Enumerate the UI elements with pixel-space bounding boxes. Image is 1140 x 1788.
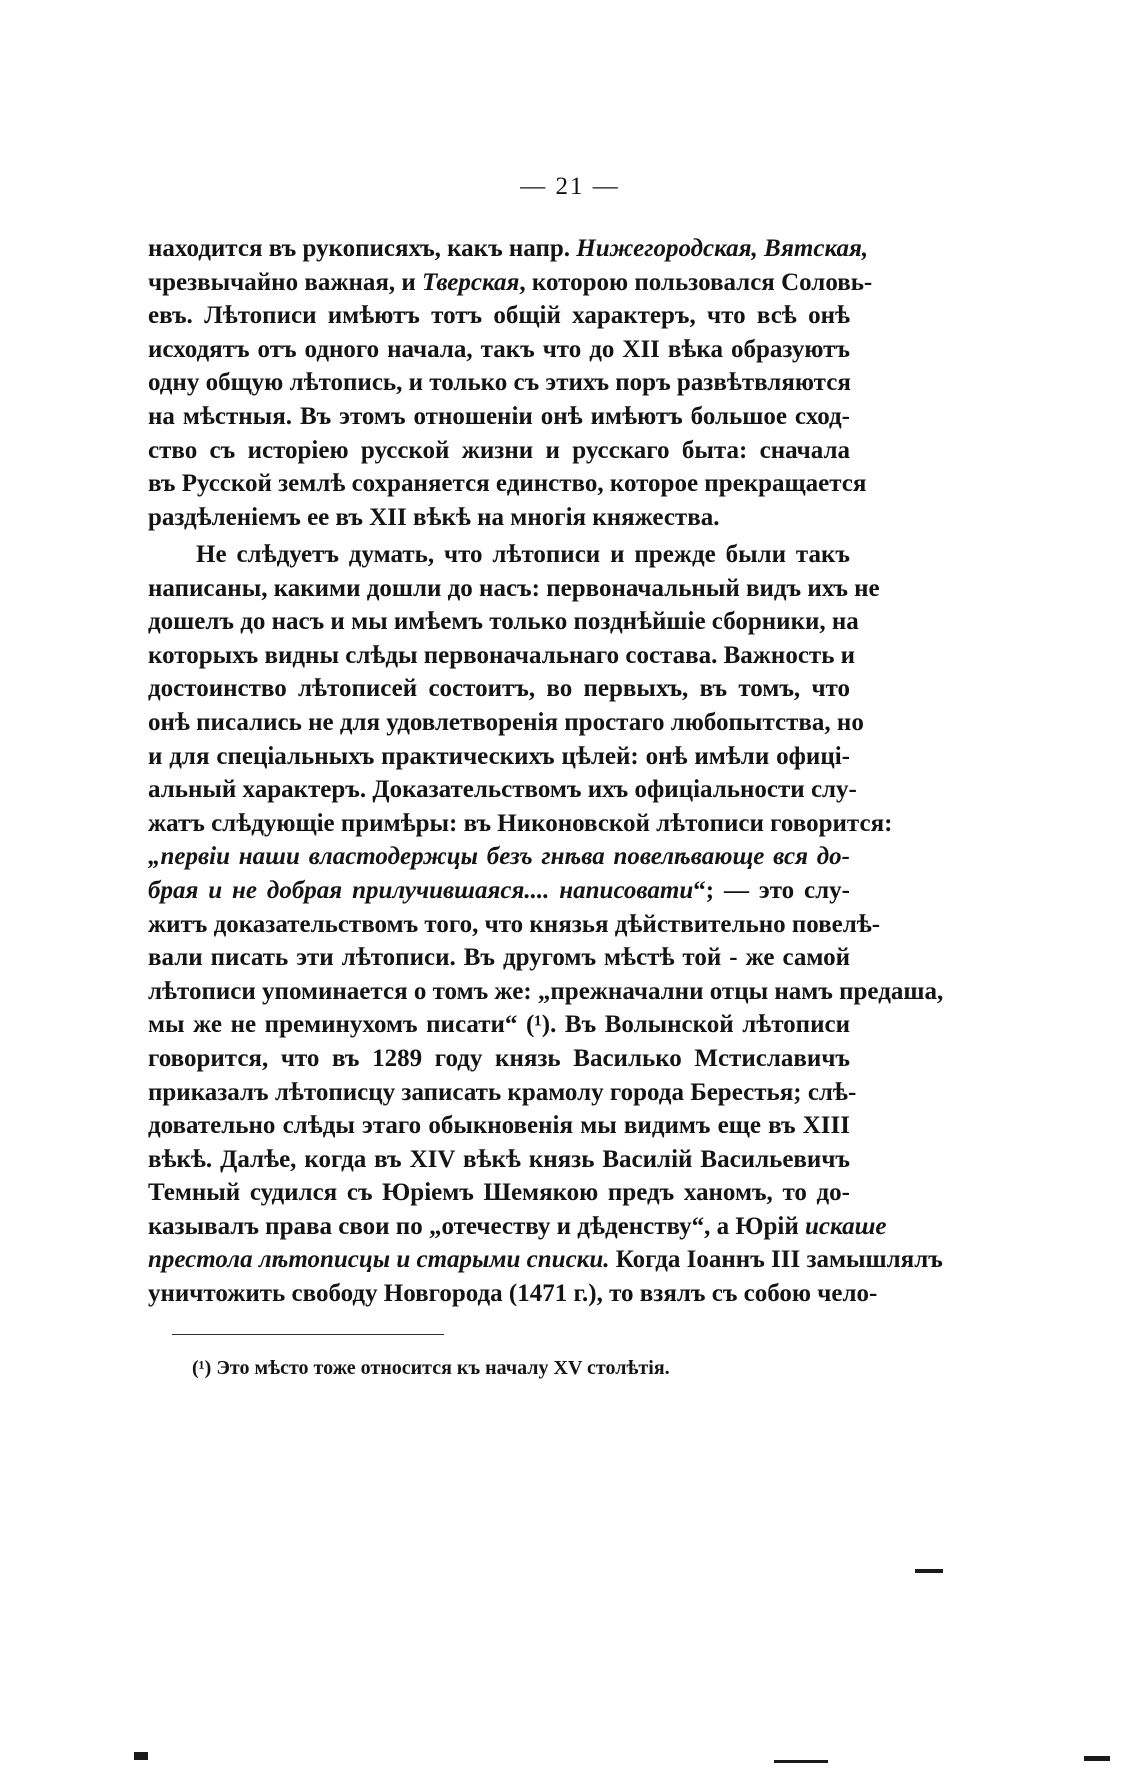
text-line — [148, 333, 850, 367]
text-segment: онѣ писались не для удовлетворенія простаго любопытства, но — [148, 708, 864, 736]
footnote-separator — [172, 1334, 444, 1335]
text-segment: исходятъ отъ одного начала, такъ что до XII вѣка образуютъ — [148, 335, 850, 363]
text-line — [148, 538, 850, 572]
text-line — [148, 706, 864, 740]
text-line — [148, 1176, 850, 1210]
text-segment: лѣтописи упоминается о томъ же: „прежначални отцы намъ предаша, — [148, 977, 944, 1005]
text-line — [148, 639, 856, 673]
scan-mark-bottom-left — [134, 1752, 148, 1760]
text-line — [148, 773, 857, 807]
text-segment: находится въ рукописяхъ, какъ напр. — [148, 235, 577, 262]
text-segment: говорится, что въ 1289 году князь Василько Мстиславичъ — [148, 1044, 850, 1072]
text-segment: альный характеръ. Доказательствомъ ихъ офиціальности слу- — [148, 776, 857, 804]
text-segment: “; — это слу- — [693, 876, 851, 904]
page-number: — 21 — — [520, 173, 620, 200]
text-segment: которыхъ видны слѣды первоначальнаго состава. Важность и — [148, 641, 856, 669]
text-line — [148, 366, 850, 400]
text-line — [148, 1008, 850, 1042]
text-segment: вѣкѣ. Далѣе, когда въ XIV вѣкѣ князь Василій Васильевичъ — [148, 1145, 850, 1173]
paragraph-2 — [148, 538, 944, 1311]
text-segment: казывалъ права свои по „отечеству и дѣденству“, а Юрій — [148, 1212, 806, 1240]
text-segment: и для спеціальныхъ практическихъ цѣлей: онѣ имѣли офиці- — [148, 742, 850, 770]
text-line — [148, 232, 869, 266]
text-line — [148, 740, 850, 774]
text-segment: уничтожить свободу Новгорода (1471 г.), то взялъ съ собою чело- — [148, 1280, 878, 1308]
scan-mark-bottom-center — [774, 1760, 828, 1763]
text-segment: на мѣстныя. Въ этомъ отношеніи онѣ имѣютъ большое сход- — [148, 402, 850, 430]
scan-mark-right — [915, 1569, 943, 1573]
scan-mark-bottom-right — [1084, 1756, 1110, 1761]
italic-text: престола лѣтописцы и старыми списки. — [148, 1246, 610, 1274]
text-line — [148, 1243, 943, 1277]
text-segment: въ Русской землѣ сохраняется единство, которое прекращается — [148, 470, 867, 498]
italic-text: Нижегородская, Вятская, — [576, 235, 869, 262]
text-line — [148, 572, 880, 606]
text-line — [148, 467, 867, 501]
text-segment: Темный судился съ Юріемъ Шемякою предъ ханомъ, то до- — [148, 1179, 850, 1207]
text-line — [148, 1042, 850, 1076]
text-segment: житъ доказательствомъ того, что князья дѣйствительно повелѣ- — [148, 910, 881, 938]
text-line — [148, 1143, 850, 1177]
text-line — [148, 266, 873, 300]
text-segment: вали писать эти лѣтописи. Въ другомъ мѣстѣ той - же самой — [148, 944, 850, 972]
paragraph-1 — [148, 232, 873, 534]
text-line — [148, 1277, 878, 1311]
text-line — [148, 840, 850, 874]
text-segment: приказалъ лѣтописцу записать крамолу города Берестья; слѣ- — [148, 1078, 857, 1106]
text-segment: Когда Іоаннъ III замышлялъ — [609, 1246, 943, 1274]
text-segment: мы же не преминухомъ писати“ (¹). Въ Волынской лѣтописи — [148, 1011, 850, 1039]
italic-text: брая и не добрая прилучившаяся.... написовати — [148, 876, 694, 904]
italic-text: „первіи наши властодержцы безъ гнѣва повелѣвающе вся до- — [148, 843, 850, 871]
italic-text: Тверская — [422, 268, 520, 296]
text-line — [148, 400, 850, 434]
text-segment: жатъ слѣдующіе примѣры: въ Никоновской лѣтописи говорится: — [148, 809, 893, 837]
text-line — [148, 975, 944, 1009]
text-line — [148, 605, 859, 639]
text-line — [148, 299, 850, 333]
text-segment: одну общую лѣтопись, и только съ этихъ поръ развѣтвляются — [148, 369, 851, 397]
text-line — [148, 434, 850, 468]
text-line — [148, 1210, 887, 1244]
footnote: (¹) Это мѣсто тоже относится къ началу XV столѣтія. — [192, 1357, 670, 1379]
text-segment: дошелъ до насъ и мы имѣемъ только позднѣйшіе сборники, на — [148, 608, 859, 636]
text-line — [148, 501, 850, 535]
text-line — [148, 908, 881, 942]
text-segment: довательно слѣды этаго обыкновенія мы видимъ еще въ XIII — [148, 1112, 850, 1140]
italic-text: искаше — [805, 1212, 887, 1240]
text-line — [148, 807, 893, 841]
text-segment: написаны, какими дошли до насъ: первоначальный видъ ихъ не — [148, 574, 880, 602]
text-segment: достоинство лѣтописей состоитъ, во первыхъ, въ томъ, что — [148, 675, 850, 703]
text-line — [148, 874, 850, 908]
text-line — [148, 1109, 850, 1143]
text-segment: ство съ исторіею русской жизни и русскаго быта: сначала — [148, 436, 850, 464]
text-segment: Не слѣдуетъ думать, что лѣтописи и прежде были такъ — [196, 541, 850, 568]
text-line — [148, 672, 850, 706]
text-line — [148, 941, 850, 975]
text-line — [148, 1076, 857, 1110]
text-segment: , которою пользовался Соловь- — [519, 268, 873, 296]
text-segment: раздѣленіемъ ее въ XII вѣкѣ на многія княжества. — [148, 503, 720, 531]
text-segment: чрезвычайно важная, и — [148, 268, 423, 296]
text-segment: евъ. Лѣтописи имѣютъ тотъ общій характеръ, что всѣ онѣ — [148, 302, 850, 330]
